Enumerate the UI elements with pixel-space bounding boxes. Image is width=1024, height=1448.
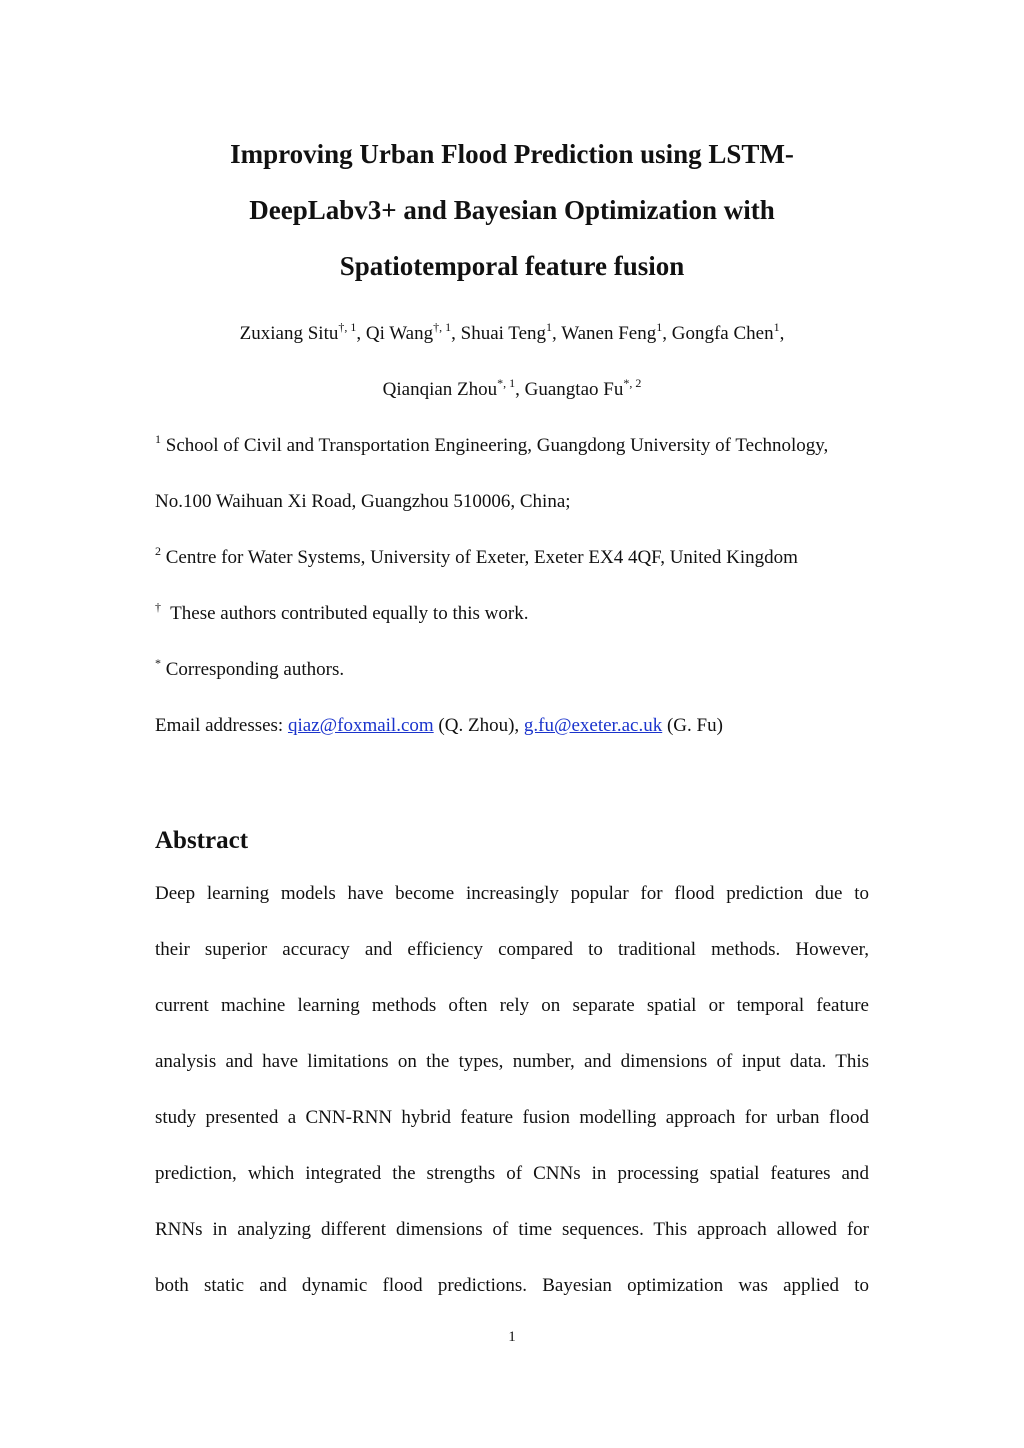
corresponding-text: Corresponding authors. (165, 659, 345, 680)
abstract-line: prediction, which integrated the strengths of CNNs in processing spatial features and (155, 1163, 869, 1184)
title-line-2: DeepLabv3+ and Bayesian Optimization with (249, 195, 775, 225)
abstract-line: current machine learning methods often rely on separate spatial or temporal feature (155, 995, 869, 1016)
affiliation-2 (155, 546, 798, 570)
affiliation-marker: 1 (155, 432, 161, 446)
corresponding-note (155, 658, 344, 682)
title-line-3: Spatiotemporal feature fusion (339, 251, 685, 281)
affiliation-1-line-2: No.100 Waihuan Xi Road, Guangzhou 510006, China; (155, 491, 571, 512)
email-line (155, 714, 723, 738)
author-name: Gongfa Chen (671, 323, 774, 344)
email-label: Email addresses: (155, 715, 288, 736)
author-affiliation-marker: †, 1 (433, 320, 452, 334)
equal-contribution-text: These authors contributed equally to this work. (170, 603, 529, 624)
title-line-1: Improving Urban Flood Prediction using LSTM- (230, 139, 794, 169)
author-name: Shuai Teng (460, 323, 547, 344)
author-line-1 (0, 322, 1024, 346)
author-name: Qi Wang (365, 323, 434, 344)
email-link-zhou[interactable]: qiaz@foxmail.com (287, 715, 434, 736)
author-name: Guangtao Fu (524, 379, 624, 400)
equal-contribution-note (155, 602, 528, 626)
email-owner-zhou: (Q. Zhou), (433, 715, 524, 736)
abstract-line: their superior accuracy and efficiency compared to traditional methods. However, (155, 939, 869, 960)
asterisk-marker: * (155, 656, 161, 670)
author-separator: , (451, 323, 461, 344)
abstract-heading: Abstract (155, 827, 249, 854)
author-name: Qianqian Zhou (382, 379, 498, 400)
author-line-2 (0, 378, 1024, 402)
author-affiliation-marker: *, 2 (623, 376, 642, 390)
author-affiliation-marker: 1 (656, 320, 663, 334)
abstract-line: both static and dynamic flood predictions. Bayesian optimization was applied to (155, 1275, 869, 1296)
affiliation-1-line-1 (155, 434, 828, 458)
author-separator: , (662, 323, 672, 344)
author-separator: , (356, 323, 366, 344)
author-separator: , (552, 323, 562, 344)
author-affiliation-marker: 1 (773, 320, 780, 334)
email-owner-fu: (G. Fu) (662, 715, 723, 736)
affiliation-text: School of Civil and Transportation Engineering, Guangdong University of Technology, (165, 435, 829, 456)
abstract-line: study presented a CNN-RNN hybrid feature fusion modelling approach for urban flood (155, 1107, 869, 1128)
author-affiliation-marker: †, 1 (338, 320, 357, 334)
author-separator: , (515, 379, 525, 400)
author-affiliation-marker: 1 (546, 320, 553, 334)
page-number: 1 (508, 1329, 516, 1345)
abstract-line: analysis and have limitations on the types, number, and dimensions of input data. This (155, 1051, 869, 1072)
abstract-line: RNNs in analyzing different dimensions of time sequences. This approach allowed for (155, 1219, 869, 1240)
affiliation-marker: 2 (155, 544, 161, 558)
affiliation-text: Centre for Water Systems, University of Exeter, Exeter EX4 4QF, United Kingdom (165, 547, 798, 568)
abstract-line: Deep learning models have become increasingly popular for flood prediction due to (155, 883, 869, 904)
author-name: Wanen Feng (561, 323, 657, 344)
author-affiliation-marker: *, 1 (497, 376, 516, 390)
email-link-fu[interactable]: g.fu@exeter.ac.uk (523, 715, 663, 736)
author-separator: , (779, 323, 785, 344)
dagger-marker: † (155, 600, 161, 614)
author-name: Zuxiang Situ (239, 323, 339, 344)
